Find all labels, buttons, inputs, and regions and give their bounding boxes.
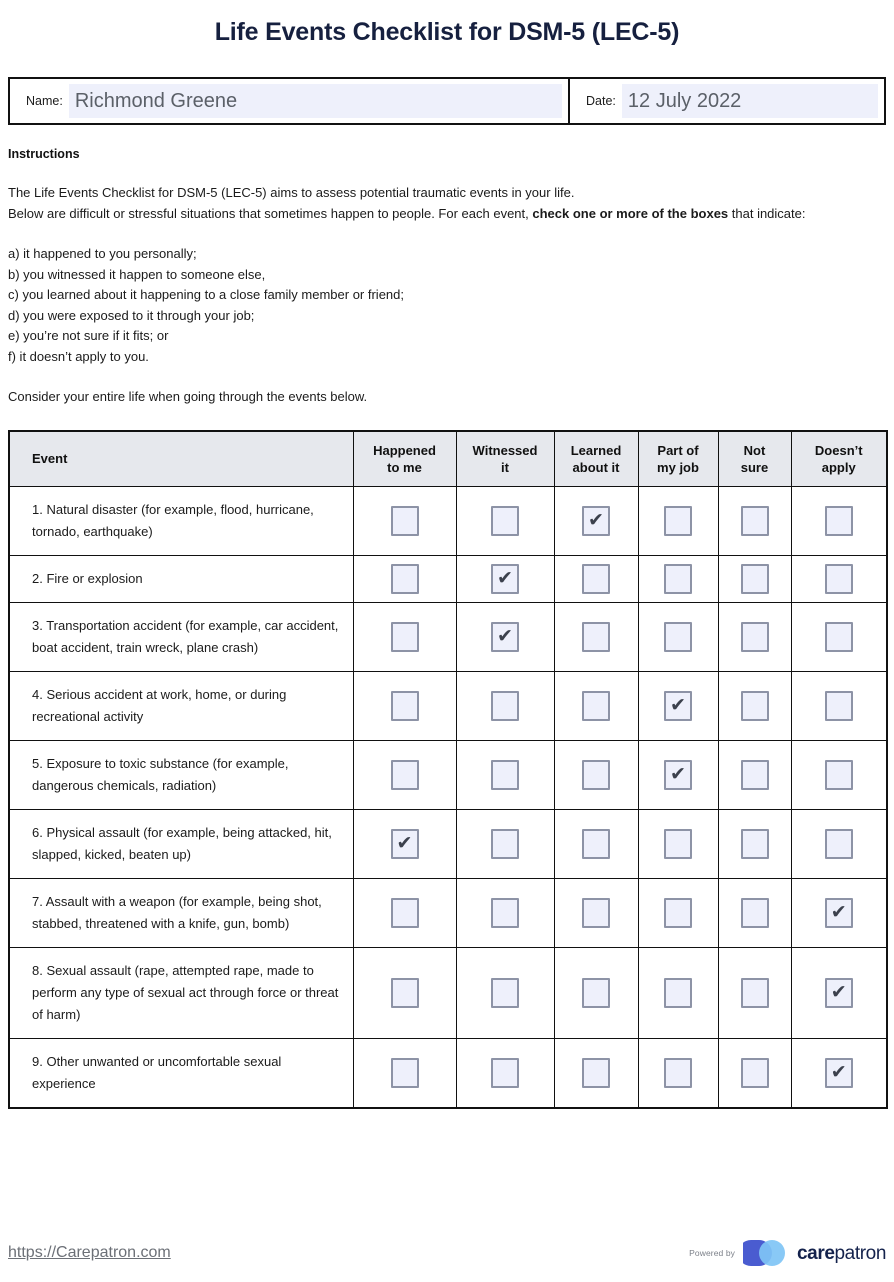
checkbox-cell-doesnt-apply[interactable] (791, 603, 887, 672)
name-field-group (10, 79, 568, 123)
checkbox-unchecked[interactable] (491, 829, 519, 859)
check-icon: ✔ (588, 509, 604, 532)
date-input[interactable]: 12 July 2022 (622, 84, 878, 118)
checkbox-cell-witnessed-it[interactable] (456, 741, 554, 810)
instructions-line-1: The Life Events Checklist for DSM-5 (LEC-5) aims to assess potential traumatic events in your life. (8, 185, 575, 200)
checkbox-unchecked[interactable] (741, 898, 769, 928)
checkbox-unchecked[interactable] (664, 506, 692, 536)
checkbox-cell-happened-to-me[interactable] (353, 672, 456, 741)
checkbox-unchecked[interactable] (491, 691, 519, 721)
checkbox-cell-not-sure[interactable] (718, 1039, 791, 1109)
checkbox-unchecked[interactable] (582, 829, 610, 859)
checkbox-unchecked[interactable] (491, 506, 519, 536)
checkbox-cell-not-sure[interactable] (718, 672, 791, 741)
checkbox-cell-doesnt-apply[interactable] (791, 741, 887, 810)
checkbox-cell-part-of-my-job[interactable] (638, 879, 718, 948)
checkbox-cell-witnessed-it[interactable] (456, 672, 554, 741)
checkbox-unchecked[interactable] (391, 506, 419, 536)
checkbox-unchecked[interactable] (491, 978, 519, 1008)
checkbox-unchecked[interactable] (391, 622, 419, 652)
checkbox-unchecked[interactable] (391, 760, 419, 790)
checkbox-cell-not-sure[interactable] (718, 948, 791, 1039)
event-description: 8. Sexual assault (rape, attempted rape, made to perform any type of sexual act through force or threat of harm) (9, 948, 353, 1039)
carepatron-logo-icon (743, 1238, 789, 1268)
column-header-happened-to-me (353, 431, 456, 487)
checkbox-cell-happened-to-me[interactable] (353, 603, 456, 672)
checkbox-unchecked[interactable] (664, 898, 692, 928)
checkbox-unchecked[interactable] (491, 760, 519, 790)
instructions-line-2 (8, 204, 886, 225)
checkbox-unchecked[interactable] (391, 564, 419, 594)
checkbox-unchecked[interactable] (741, 978, 769, 1008)
checkbox-unchecked[interactable] (664, 978, 692, 1008)
checkbox-checked[interactable] (825, 978, 853, 1008)
page-title: Life Events Checklist for DSM-5 (LEC-5) (214, 18, 680, 46)
checkbox-unchecked[interactable] (391, 898, 419, 928)
checkbox-cell-not-sure[interactable] (718, 741, 791, 810)
checkbox-unchecked[interactable] (391, 978, 419, 1008)
checkbox-unchecked[interactable] (741, 691, 769, 721)
wordmark-patron: patron (834, 1242, 886, 1264)
checkbox-unchecked[interactable] (741, 564, 769, 594)
checkbox-cell-learned-about-it[interactable] (554, 948, 638, 1039)
wordmark-care: care (797, 1242, 835, 1264)
checkbox-cell-not-sure[interactable] (718, 556, 791, 603)
column-header-happened-line1: Happened (373, 442, 436, 458)
checkbox-checked[interactable] (491, 622, 519, 652)
checkbox-cell-happened-to-me[interactable] (353, 1039, 456, 1109)
checkbox-unchecked[interactable] (391, 1058, 419, 1088)
instructions-spacer (8, 224, 886, 244)
checkbox-cell-witnessed-it[interactable] (456, 1039, 554, 1109)
checkbox-checked[interactable] (391, 829, 419, 859)
checkbox-cell-part-of-my-job[interactable] (638, 487, 718, 556)
table-row (9, 810, 887, 879)
checkbox-cell-part-of-my-job[interactable] (638, 810, 718, 879)
checkbox-cell-learned-about-it[interactable] (554, 487, 638, 556)
checkbox-cell-not-sure[interactable] (718, 487, 791, 556)
table-row (9, 948, 887, 1039)
checkbox-cell-witnessed-it[interactable] (456, 948, 554, 1039)
column-header-witnessed-line1: Witnessed (472, 442, 538, 458)
event-description: 3. Transportation accident (for example, car accident, boat accident, train wreck, plane crash) (9, 603, 353, 672)
checkbox-unchecked[interactable] (582, 1058, 610, 1088)
checkbox-cell-not-sure[interactable] (718, 603, 791, 672)
event-description: 7. Assault with a weapon (for example, being shot, stabbed, threatened with a knife, gun, bomb) (9, 879, 353, 948)
checkbox-unchecked[interactable] (825, 506, 853, 536)
instructions-body (8, 183, 886, 408)
instructions-option-a: a) it happened to you personally; (8, 246, 197, 261)
date-label: Date: (586, 94, 616, 108)
checkbox-unchecked[interactable] (741, 829, 769, 859)
checkbox-cell-doesnt-apply[interactable] (791, 672, 887, 741)
checkbox-unchecked[interactable] (582, 564, 610, 594)
checkbox-unchecked[interactable] (741, 1058, 769, 1088)
column-header-not-sure (718, 431, 791, 487)
checkbox-checked[interactable] (491, 564, 519, 594)
check-icon: ✔ (396, 832, 413, 855)
checkbox-cell-witnessed-it[interactable] (456, 603, 554, 672)
instructions-line-2-before: Below are difficult or stressful situations that sometimes happen to people. For each event, (8, 205, 533, 221)
checkbox-unchecked[interactable] (741, 622, 769, 652)
table-header-row (9, 431, 887, 487)
checkbox-unchecked[interactable] (582, 898, 610, 928)
checkbox-cell-happened-to-me[interactable] (353, 556, 456, 603)
checkbox-cell-doesnt-apply[interactable] (791, 487, 887, 556)
instructions-option-b: b) you witnessed it happen to someone else, (8, 266, 266, 282)
checkbox-cell-part-of-my-job[interactable] (638, 556, 718, 603)
life-events-checklist-table (8, 430, 888, 1110)
table-body (9, 487, 887, 1109)
checkbox-cell-doesnt-apply[interactable] (791, 556, 887, 603)
checkbox-cell-not-sure[interactable] (718, 810, 791, 879)
column-header-learned-line2: about it (572, 459, 620, 475)
checkbox-unchecked[interactable] (491, 1058, 519, 1088)
checkbox-cell-learned-about-it[interactable] (554, 879, 638, 948)
carepatron-branding (689, 1238, 886, 1268)
checkbox-cell-happened-to-me[interactable] (353, 948, 456, 1039)
instructions-closing: Consider your entire life when going through the events below. (8, 389, 368, 404)
checkbox-checked[interactable] (664, 691, 692, 721)
checkbox-cell-doesnt-apply[interactable] (791, 810, 887, 879)
checkbox-cell-happened-to-me[interactable] (353, 810, 456, 879)
checkbox-cell-witnessed-it[interactable] (456, 879, 554, 948)
column-header-learned-about-it (554, 431, 638, 487)
checkbox-unchecked[interactable] (582, 691, 610, 721)
table-row (9, 879, 887, 948)
checkbox-unchecked[interactable] (582, 978, 610, 1008)
checkbox-unchecked[interactable] (741, 506, 769, 536)
checkbox-unchecked[interactable] (582, 622, 610, 652)
carepatron-wordmark (797, 1244, 886, 1263)
column-header-event-label: Event (32, 451, 68, 467)
instructions-option-c: c) you learned about it happening to a close family member or friend; (8, 287, 404, 302)
checkbox-checked[interactable] (825, 1058, 853, 1088)
checkbox-cell-witnessed-it[interactable] (456, 556, 554, 603)
checkbox-cell-learned-about-it[interactable] (554, 741, 638, 810)
checkbox-cell-learned-about-it[interactable] (554, 1039, 638, 1109)
checkbox-unchecked[interactable] (664, 1058, 692, 1088)
checkbox-cell-witnessed-it[interactable] (456, 487, 554, 556)
event-description: 2. Fire or explosion (9, 556, 353, 603)
check-icon: ✔ (830, 1061, 847, 1084)
table-row (9, 556, 887, 603)
instructions-line-2-after: that indicate: (728, 205, 806, 221)
checkbox-cell-part-of-my-job[interactable] (638, 948, 718, 1039)
checkbox-cell-doesnt-apply[interactable] (791, 948, 887, 1039)
checkbox-cell-doesnt-apply[interactable] (791, 879, 887, 948)
column-header-witnessed-line2: it (501, 459, 509, 475)
column-header-doesnt-line2: apply (821, 459, 856, 475)
table-row (9, 603, 887, 672)
checkbox-unchecked[interactable] (491, 898, 519, 928)
column-header-witnessed-it (456, 431, 554, 487)
event-description: 6. Physical assault (for example, being attacked, hit, slapped, kicked, beaten up) (9, 810, 353, 879)
column-header-doesnt-line1: Doesn’t (814, 442, 863, 458)
checkbox-cell-learned-about-it[interactable] (554, 603, 638, 672)
checkbox-unchecked[interactable] (741, 760, 769, 790)
checkbox-unchecked[interactable] (391, 691, 419, 721)
column-header-notsure-line1: Not (743, 442, 766, 458)
name-label: Name: (26, 94, 63, 108)
column-header-job-line2: my job (657, 459, 699, 475)
column-header-event (9, 431, 353, 487)
checkbox-unchecked[interactable] (664, 564, 692, 594)
table-row (9, 672, 887, 741)
checkbox-cell-learned-about-it[interactable] (554, 672, 638, 741)
checkbox-unchecked[interactable] (825, 564, 853, 594)
instructions-line-2-bold: check one or more of the boxes (532, 205, 729, 221)
checkbox-cell-part-of-my-job[interactable] (638, 603, 718, 672)
checkbox-unchecked[interactable] (825, 622, 853, 652)
check-icon: ✔ (670, 763, 686, 786)
checkbox-unchecked[interactable] (582, 760, 610, 790)
table-row (9, 487, 887, 556)
column-header-part-of-my-job (638, 431, 718, 487)
event-description: 1. Natural disaster (for example, flood, hurricane, tornado, earthquake) (9, 487, 353, 556)
column-header-happened-line2: to me (387, 459, 422, 475)
checkbox-cell-learned-about-it[interactable] (554, 556, 638, 603)
checkbox-cell-part-of-my-job[interactable] (638, 1039, 718, 1109)
instructions-option-d: d) you were exposed to it through your job; (8, 307, 255, 323)
checkbox-cell-not-sure[interactable] (718, 879, 791, 948)
checkbox-checked[interactable] (825, 898, 853, 928)
instructions-option-f: f) it doesn’t apply to you. (8, 348, 149, 364)
instructions-heading: Instructions (8, 147, 80, 161)
column-header-notsure-line2: sure (740, 459, 769, 475)
checkbox-unchecked[interactable] (664, 829, 692, 859)
instructions-option-list (8, 244, 886, 367)
checkbox-cell-learned-about-it[interactable] (554, 810, 638, 879)
checkbox-checked[interactable] (582, 506, 610, 536)
checkbox-unchecked[interactable] (664, 622, 692, 652)
instructions-option-e: e) you’re not sure if it fits; or (8, 328, 169, 343)
event-description: 9. Other unwanted or uncomfortable sexual experience (9, 1039, 353, 1109)
powered-by-label: Powered by (689, 1248, 736, 1258)
check-icon: ✔ (670, 694, 686, 717)
checkbox-cell-part-of-my-job[interactable] (638, 672, 718, 741)
checkbox-cell-happened-to-me[interactable] (353, 487, 456, 556)
column-header-doesnt-apply (791, 431, 887, 487)
table-header (9, 431, 887, 487)
checkbox-unchecked[interactable] (825, 760, 853, 790)
checkbox-cell-happened-to-me[interactable] (353, 879, 456, 948)
checkbox-cell-doesnt-apply[interactable] (791, 1039, 887, 1109)
check-icon: ✔ (830, 901, 847, 924)
column-header-learned-line1: Learned (570, 442, 622, 458)
name-input[interactable]: Richmond Greene (69, 84, 562, 118)
event-description: 5. Exposure to toxic substance (for example, dangerous chemicals, radiation) (9, 741, 353, 810)
instructions-spacer-2 (8, 367, 886, 387)
checkbox-unchecked[interactable] (825, 829, 853, 859)
check-icon: ✔ (497, 625, 513, 648)
page-footer (8, 1236, 886, 1270)
date-field-group (568, 79, 884, 123)
checkbox-cell-happened-to-me[interactable] (353, 741, 456, 810)
check-icon: ✔ (497, 567, 513, 590)
carepatron-url-link[interactable]: https://Carepatron.com (8, 1244, 171, 1261)
patient-identity-bar (8, 77, 886, 125)
check-icon: ✔ (830, 981, 847, 1004)
checkbox-checked[interactable] (664, 760, 692, 790)
checkbox-cell-witnessed-it[interactable] (456, 810, 554, 879)
event-description: 4. Serious accident at work, home, or during recreational activity (9, 672, 353, 741)
checkbox-cell-part-of-my-job[interactable] (638, 741, 718, 810)
table-row (9, 1039, 887, 1109)
column-header-job-line1: Part of (657, 442, 699, 458)
checkbox-unchecked[interactable] (825, 691, 853, 721)
table-row (9, 741, 887, 810)
